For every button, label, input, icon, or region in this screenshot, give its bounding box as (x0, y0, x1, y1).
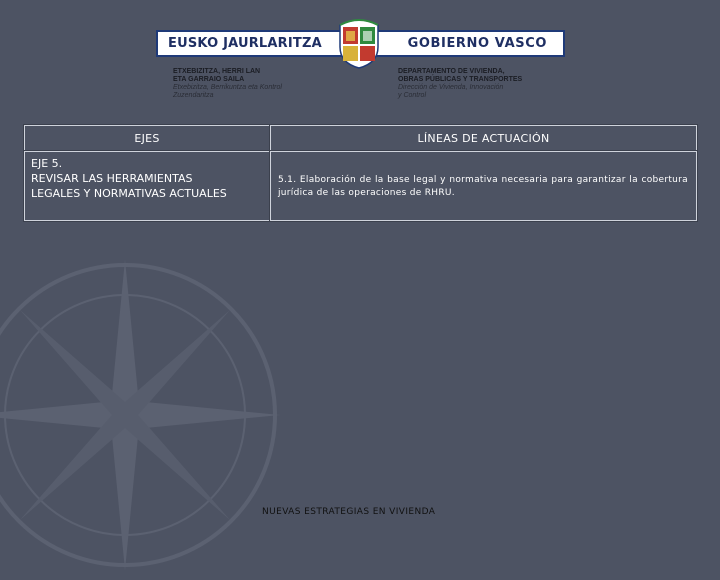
actions-table (24, 125, 697, 221)
eje-title-line2: LEGALES Y NORMATIVAS ACTUALES (31, 187, 227, 200)
dept-right-line1: DEPARTAMENTO DE VIVIENDA, (398, 68, 505, 75)
dept-left-line4: Zuzendaritza (173, 92, 214, 99)
eje-title-line1: REVISAR LAS HERRAMIENTAS (31, 172, 193, 185)
column-header-ejes: EJES (134, 132, 160, 145)
eje-text (31, 156, 265, 201)
linea-actuacion-text: 5.1. Elaboración de la base legal y normativa necesaria para garantizar la cobertura jurídica de las operaciones de RHRU. (278, 175, 688, 198)
dept-right-line2: OBRAS PÚBLICAS Y TRANSPORTES (398, 76, 523, 83)
dept-right-line4: y Control (398, 92, 427, 99)
department-spanish (398, 68, 568, 100)
compass-watermark-icon (0, 250, 290, 580)
dept-right-line3: Dirección de Vivienda, Innovación (398, 84, 504, 91)
dept-left-line3: Etxebizitza, Berrikuntza eta Kontrol (173, 84, 282, 91)
eje-number: EJE 5. (31, 157, 63, 170)
banner-right-text: GOBIERNO VASCO (407, 36, 547, 51)
table-row-linea-cell (270, 151, 697, 221)
column-header-lineas: LÍNEAS DE ACTUACIÓN (417, 132, 550, 145)
table-row-eje-cell (24, 151, 270, 221)
header-cell-ejes (24, 125, 270, 151)
dept-left-line1: ETXEBIZITZA, HERRI LAN (173, 68, 261, 75)
footer-text: NUEVAS ESTRATEGIAS EN VIVIENDA (262, 507, 436, 517)
banner-left-text: EUSKO JAURLARITZA (168, 36, 322, 51)
header-cell-lineas (270, 125, 697, 151)
coat-of-arms-icon (334, 17, 384, 69)
department-basque (173, 68, 333, 100)
dept-left-line2: ETA GARRAIO SAILA (173, 76, 245, 83)
